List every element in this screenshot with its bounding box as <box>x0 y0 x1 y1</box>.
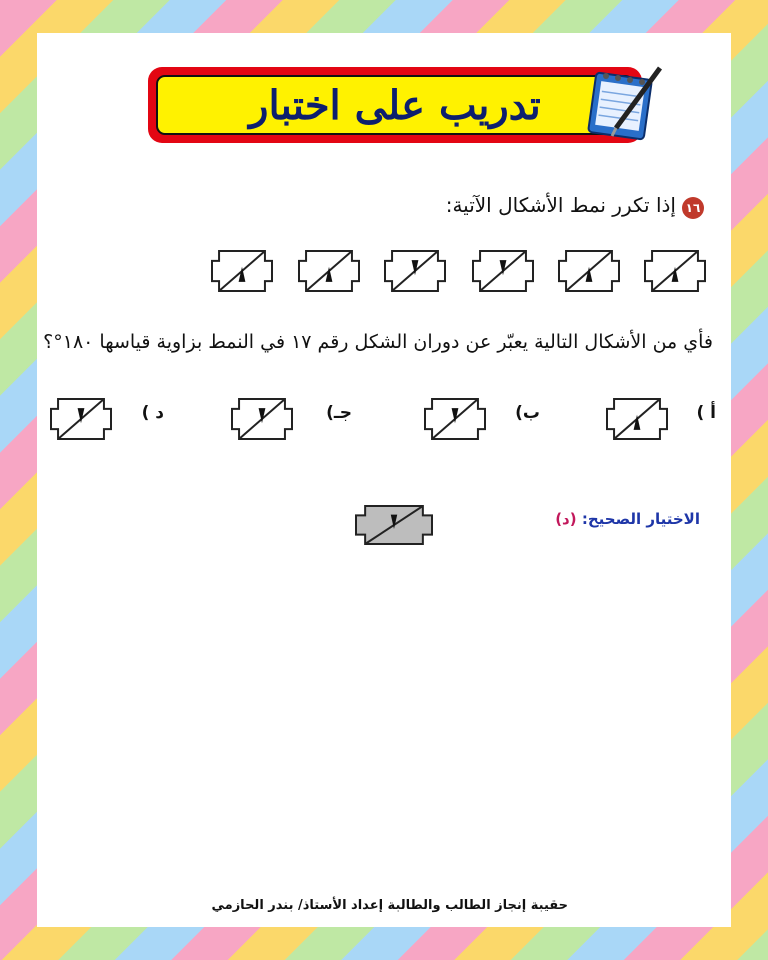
option-a-shape[interactable] <box>606 398 668 440</box>
title-banner <box>148 67 642 143</box>
notebook-pen-icon <box>586 62 664 142</box>
option-c-label[interactable]: جـ) <box>326 403 352 423</box>
pattern-shape-2 <box>558 250 620 292</box>
pattern-shape-5 <box>298 250 360 292</box>
banner-title: تدريب على اختبار <box>249 81 541 129</box>
pattern-shape-4 <box>384 250 446 292</box>
option-d-shape[interactable] <box>50 398 112 440</box>
answer-shape <box>355 505 433 545</box>
answer-label: الاختيار الصحيح: <box>581 510 700 528</box>
footer-credit: حقيبة إنجاز الطالب والطالبة إعداد الأستاذ/ بندر الحازمي <box>211 898 568 913</box>
question-number-badge: ١٦ <box>682 197 704 219</box>
question-prompt: إذا تكرر نمط الأشكال الآتية: <box>445 193 676 217</box>
pattern-shape-3 <box>472 250 534 292</box>
pattern-shape-6 <box>211 250 273 292</box>
worksheet-page <box>37 33 731 927</box>
answer-value: (د) <box>555 510 577 528</box>
answer-row <box>555 510 700 528</box>
option-c-shape[interactable] <box>231 398 293 440</box>
option-a-label[interactable]: أ ) <box>696 403 716 423</box>
pattern-shape-1 <box>644 250 706 292</box>
option-b-shape[interactable] <box>424 398 486 440</box>
option-d-label[interactable]: د ) <box>141 403 164 423</box>
question-text: فأي من الأشكال التالية يعبّر عن دوران الشكل رقم ١٧ في النمط بزاوية قياسها ١٨٠°؟ <box>43 331 713 353</box>
title-banner-inner <box>156 75 634 135</box>
option-b-label[interactable]: ب) <box>515 403 540 423</box>
